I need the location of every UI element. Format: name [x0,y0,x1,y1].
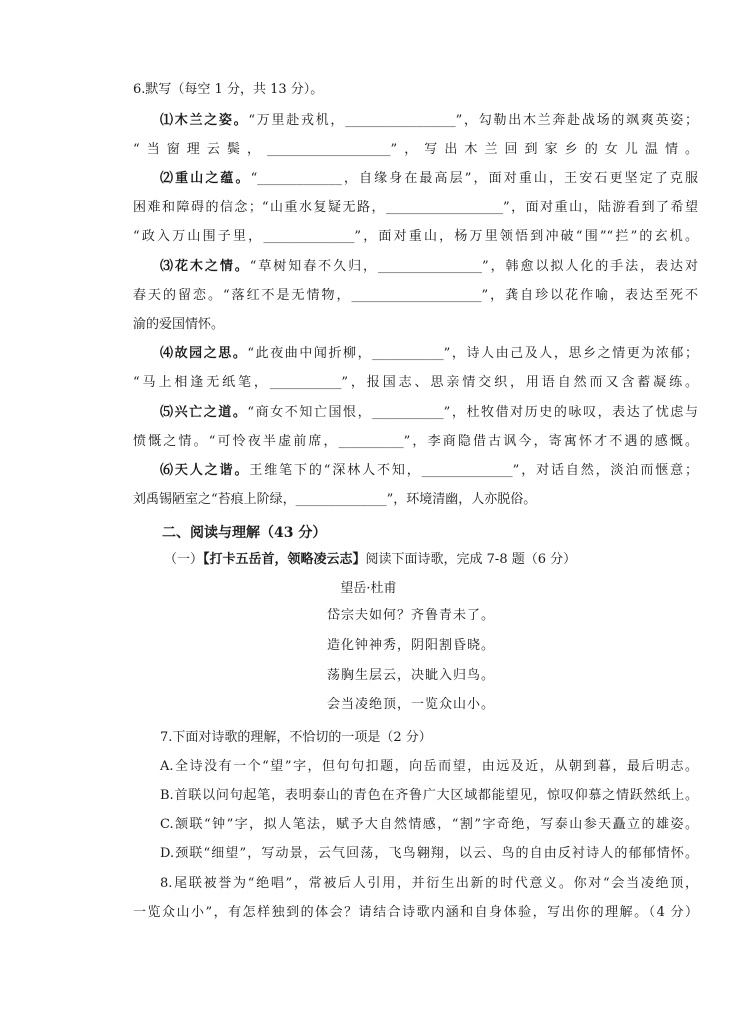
q7-option-b: B.首联以问句起笔，表明泰山的青色在齐鲁广大区域都能望见，惊叹仰慕之情跃然纸上。 [160,788,698,803]
q6-line-7: 春天的留恋。“落红不是无情物，____________________”，龚自珍以花作喻，表达至死不 [133,288,698,303]
q6-line-10: “马上相逢无纸笔，___________”，报国志、思亲情交织，用语自然而又含蓄凝练。 [133,375,698,390]
question-7-title: 7.下面对诗歌的理解，不恰切的一项是（2 分） [160,730,432,745]
subsection-1-title [164,551,576,569]
q6-line-12: 愤慨之情。“可怜夜半虚前席，__________”，李商隐借古讽今，寄寓怀才不遇的感慨。 [133,434,698,449]
q6-line-2: “当窗理云鬓，___________________”，写出木兰回到家乡的女儿温情。 [133,142,698,157]
q7-option-a: A.全诗没有一个“望”字，但句句扣题，向岳而望，由远及近，从朝到暮，最后明志。 [160,759,698,774]
q6-line-5: “政入万山围子里，______________”，面对重山，杨万里领悟到冲破“围”“拦”的玄机。 [133,229,698,244]
q6-line-6: ⑶花木之情。“草树知春不久归，________________”，韩愈以拟人化的手法，表达对 [160,259,698,274]
q6-line-8: 渝的爱国情怀。 [133,317,225,332]
poem-line-4: 会当凌绝顶，一览众山小。 [327,697,496,712]
subsection-prefix: （一） [164,552,204,567]
poem-line-2: 造化钟神秀，阴阳割昏晓。 [327,638,496,653]
poem-line-3: 荡胸生层云，决眦入归鸟。 [327,668,496,683]
question-8-line-2: 一览众山小”，有怎样独到的体会？请结合诗歌内涵和自身体验，写出你的理解。（4 分） [133,905,698,920]
q6-line-4: 困难和障碍的信念；“山重水复疑无路，__________________”，面对重山，陆游看到了希望 [133,200,698,215]
poem-title: 望岳·杜甫 [340,581,397,596]
q6-line-11: ⑸兴亡之道。“商女不知亡国恨，___________”，杜牧借对历史的咏叹，表达了忧虑与 [160,405,698,420]
subsection-instruction: 阅读下面诗歌，完成 7-8 题（6 分） [365,552,577,567]
question-6-title: 6.默写（每空 1 分，共 13 分）。 [133,82,324,97]
q7-option-c: C.颔联“钟”字，拟人笔法，赋予大自然情感，“割”字奇绝，写泰山参天矗立的雄姿。 [160,817,698,832]
poem-line-1: 岱宗夫如何？齐鲁青未了。 [327,608,496,623]
q6-line-3: ⑵重山之蕴。“_____________，自缘身在最高层”，面对重山，王安石更坚定了克服 [160,171,698,186]
q7-option-d: D.颈联“细望”，写动景，云气回荡，飞鸟翱翔，以云、鸟的自由反衬诗人的郁郁情怀。 [160,846,698,861]
subsection-bracket-title: 【打卡五岳首，领略凌云志】 [203,552,366,567]
question-8-line-1: 8.尾联被誉为“绝唱”，常被后人引用，并衍生出新的时代意义。你对“会当凌绝顶， [160,876,698,891]
q6-line-14: 刘禹锡陋室之“苔痕上阶绿，______________”，环境清幽，人亦脱俗。 [133,492,537,507]
q6-line-9: ⑷故园之思。“此夜曲中闻折柳，___________”，诗人由己及人，思乡之情更为浓郁； [160,346,698,361]
q6-line-1: ⑴木兰之姿。“万里赴戎机，_________________”，勾勒出木兰奔赴战场的飒爽英姿； [160,113,698,128]
section-2-title: 二、阅读与理解（43 分） [162,525,327,541]
q6-line-13: ⑹天人之谐。王维笔下的“深林人不知，______________”，对话自然，淡泊而惬意； [160,463,698,478]
